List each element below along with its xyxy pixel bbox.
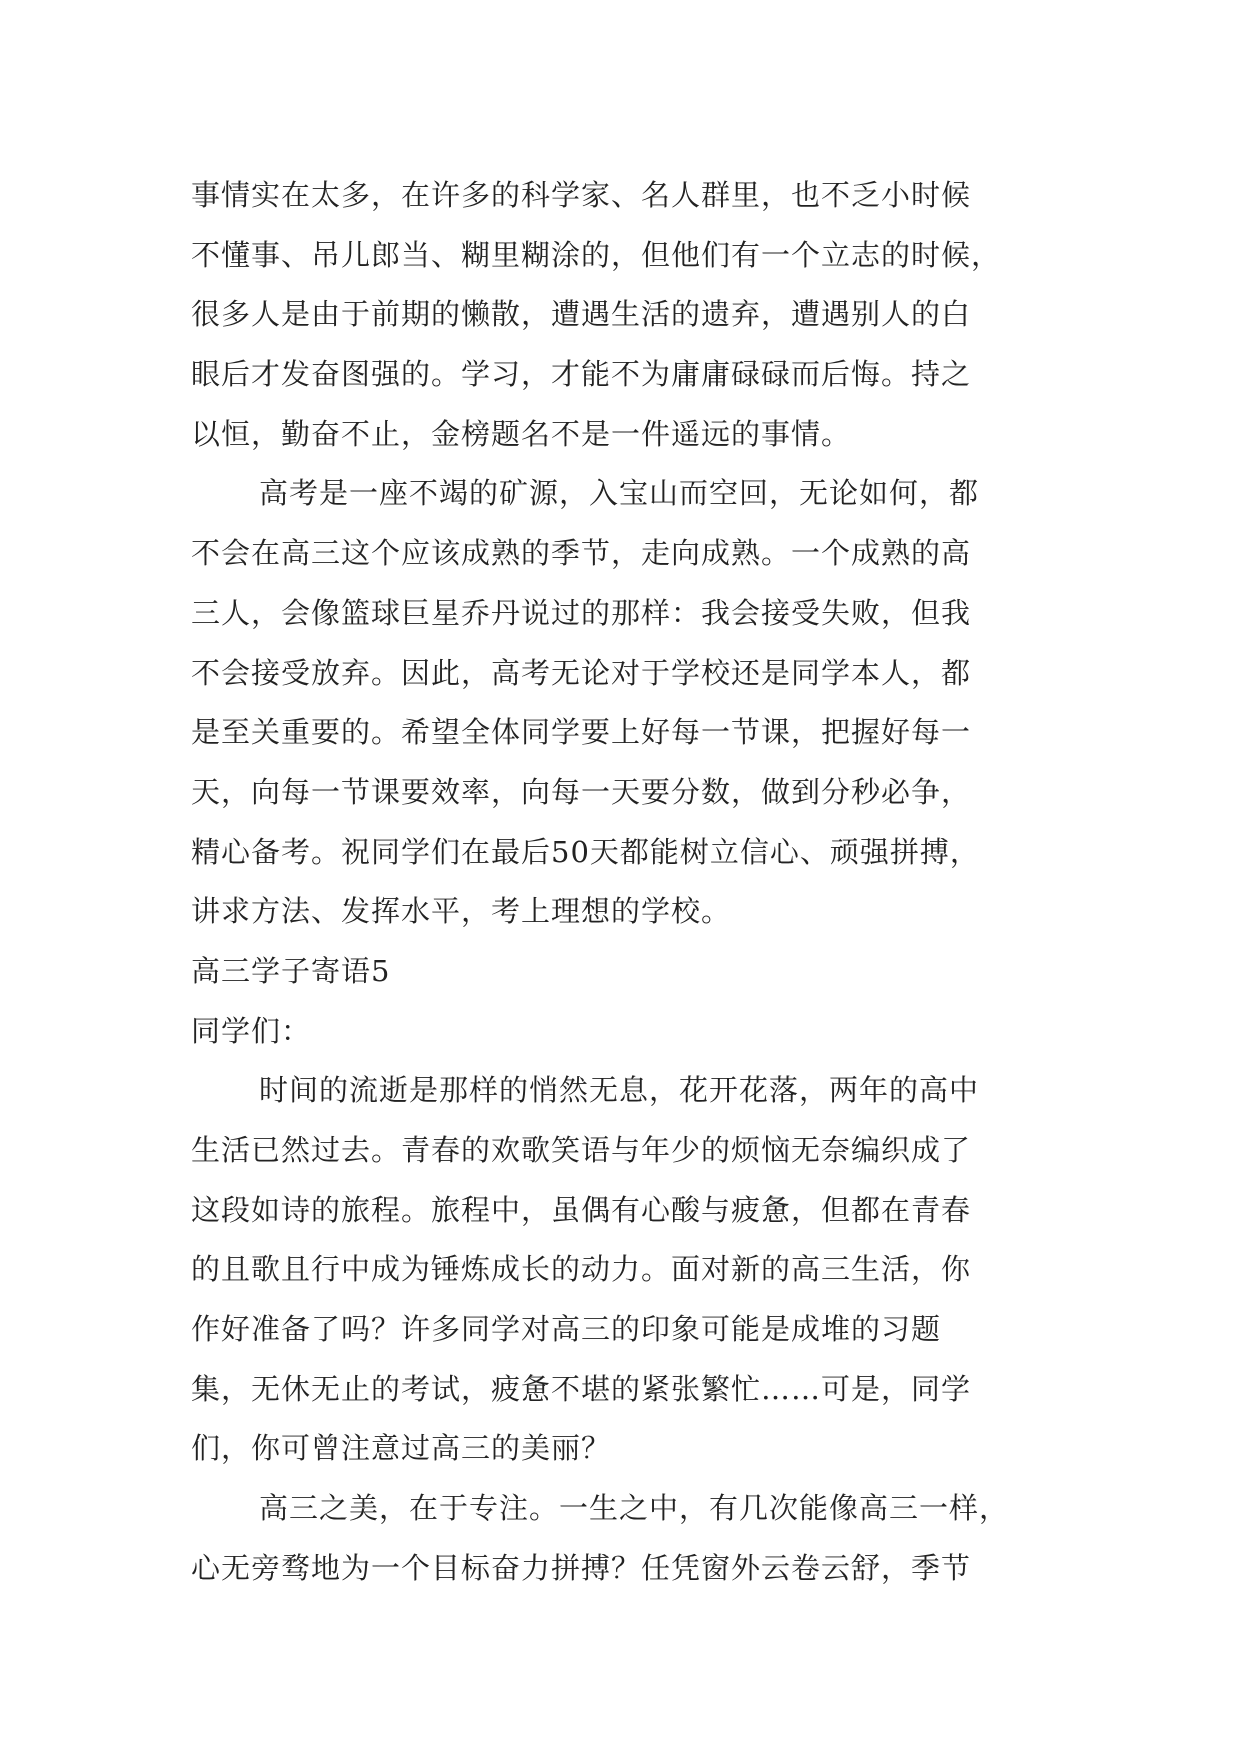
document-body (191, 166, 1061, 1599)
text-line: 同学们： (191, 1013, 312, 1048)
text-line: 天，向每一节课要效率，向每一天要分数，做到分秒必争， (191, 774, 972, 809)
text-line: 高三之美，在于专注。一生之中，有几次能像高三一样， (259, 1491, 1010, 1526)
text-line: 生活已然过去。青春的欢歌笑语与年少的烦恼无奈编织成了 (191, 1133, 972, 1167)
text-line: 不会在高三这个应该成熟的季节，走向成熟。一个成熟的高 (191, 536, 972, 571)
text-line: 高考是一座不竭的矿源，入宝山而空回，无论如何，都 (259, 476, 980, 511)
text-line: 这段如诗的旅程。旅程中，虽偶有心酸与疲惫，但都在青春 (191, 1192, 972, 1227)
text-line: 眼后才发奋图强的。学习，才能不为庸庸碌碌而后悔。持之 (191, 357, 972, 392)
text-line: 讲求方法、发挥水平，考上理想的学校。 (191, 894, 732, 929)
text-line: 作好准备了吗？许多同学对高三的印象可能是成堆的习题 (191, 1312, 942, 1347)
text-line: 不懂事、吊儿郎当、糊里糊涂的，但他们有一个立志的时候， (191, 237, 1002, 272)
text-line: 事情实在太多，在许多的科学家、名人群里，也不乏小时候 (191, 178, 972, 212)
text-line: 不会接受放弃。因此，高考无论对于学校还是同学本人，都 (191, 655, 972, 690)
text-line: 精心备考。祝同学们在最后50天都能树立信心、顽强拼搏， (191, 834, 980, 869)
text-line: 们，你可曾注意过高三的美丽？ (191, 1431, 612, 1466)
text-line: 是至关重要的。希望全体同学要上好每一节课，把握好每一 (191, 715, 972, 750)
text-line: 三人，会像篮球巨星乔丹说过的那样：我会接受失败，但我 (191, 595, 972, 630)
text-line: 很多人是由于前期的懒散，遭遇生活的遗弃，遭遇别人的白 (191, 297, 972, 332)
text-line: 的且歌且行中成为锤炼成长的动力。面对新的高三生活，你 (191, 1252, 972, 1287)
text-line: 时间的流逝是那样的悄然无息，花开花落，两年的高中 (259, 1073, 980, 1108)
text-line: 集，无休无止的考试，疲惫不堪的紧张繁忙……可是，同学 (191, 1371, 972, 1406)
text-line: 以恒，勤奋不止，金榜题名不是一件遥远的事情。 (191, 416, 852, 451)
text-line: 高三学子寄语5 (191, 953, 391, 988)
text-line: 心无旁骛地为一个目标奋力拼搏？任凭窗外云卷云舒，季节 (191, 1550, 972, 1585)
